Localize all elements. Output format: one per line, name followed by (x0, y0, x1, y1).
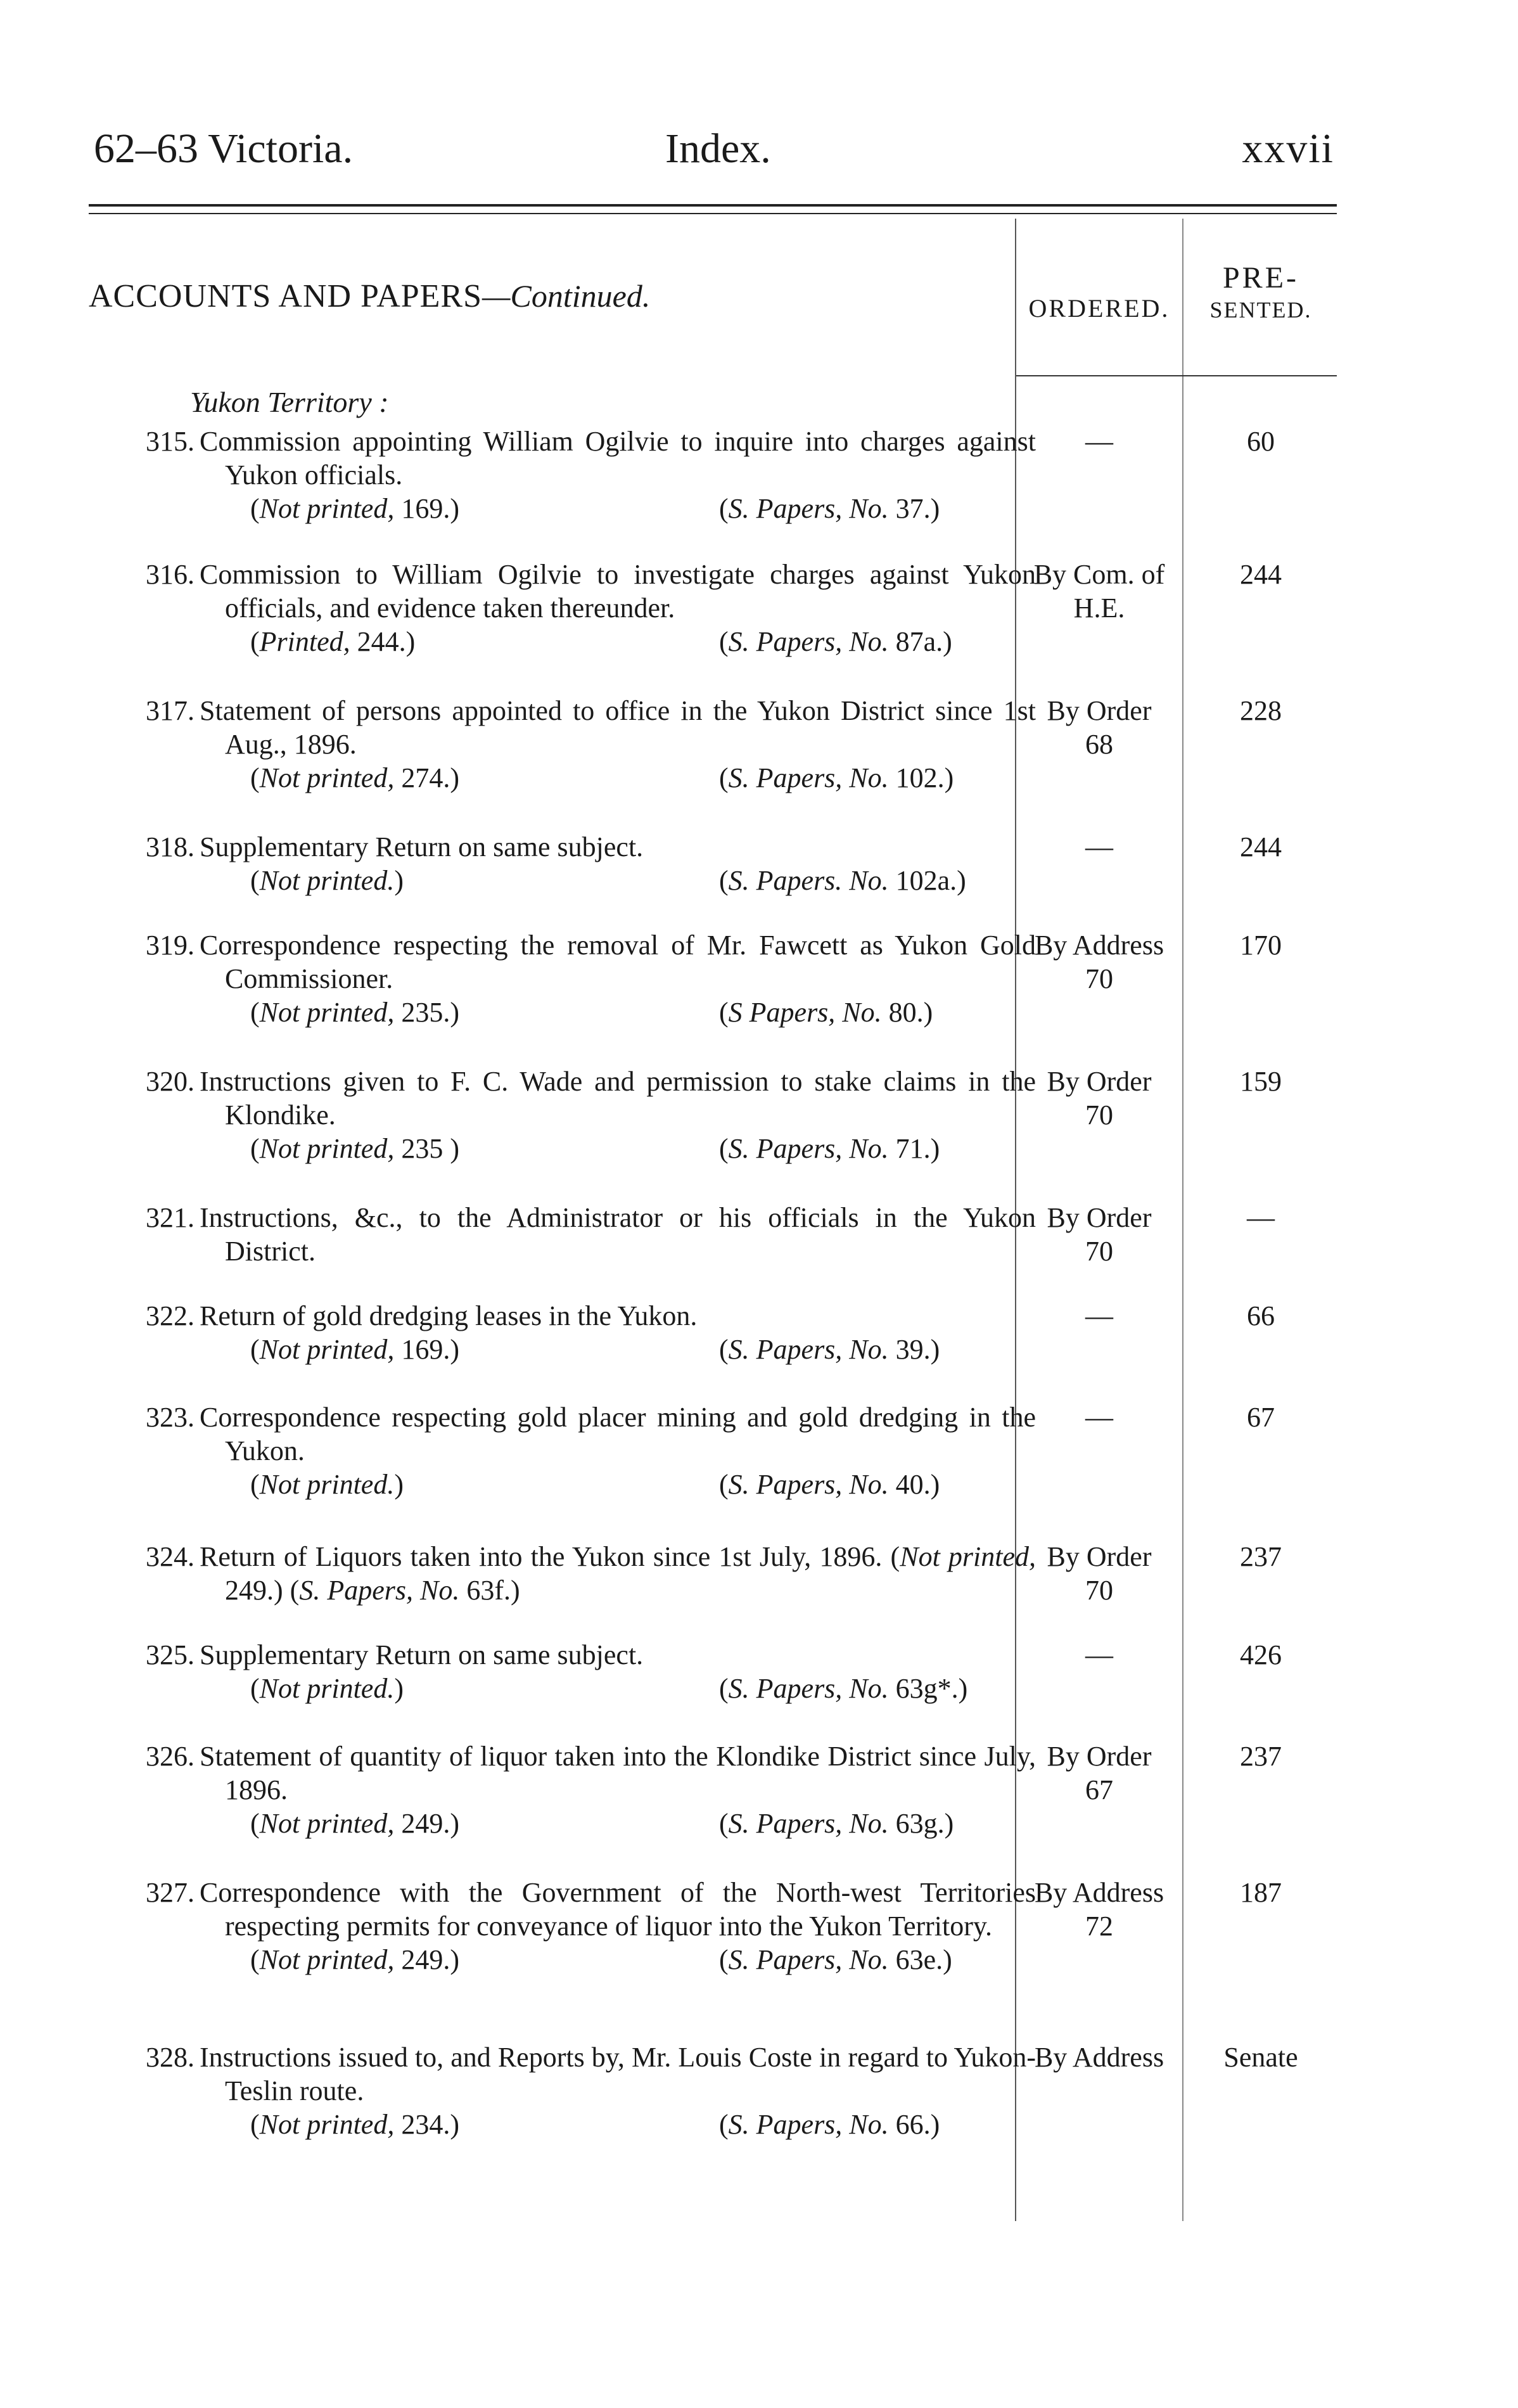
entry-ordered (1017, 425, 1181, 458)
sessional-paper-ref: (S. Papers, No. 87a.) (719, 626, 952, 657)
entry-ordered (1017, 1540, 1181, 1607)
ordered-line-1: — (1085, 1402, 1113, 1433)
entry-text: Supplementary Return on same subject. (200, 831, 644, 862)
printed-status: (Not printed.) (250, 1469, 404, 1500)
entry-ordered (1017, 1638, 1181, 1672)
entry-text: Return of Liquors taken into the Yukon since 1st July, 1896. (200, 1541, 883, 1572)
running-head-center: Index. (665, 125, 771, 172)
ordered-line-1: By Order (1047, 695, 1152, 726)
top-double-rule-upper (89, 204, 1337, 207)
ordered-line-1: By Address (1034, 930, 1164, 961)
printed-status: (Not printed, 235 ) (250, 1133, 459, 1164)
ordered-line-2: 70 (1085, 1099, 1113, 1130)
entry-refs-inline: (Not printed, 249.) (S. Papers, No. 63f.) (225, 1541, 1036, 1606)
entry-number: 316. (146, 559, 195, 590)
column-divider-presented (1182, 219, 1183, 2221)
ordered-line-1: By Order (1047, 1066, 1152, 1097)
entry-description (200, 1638, 1036, 1705)
entry-text: Correspondence respecting gold placer mining and gold dredging in the Yukon. (200, 1402, 1036, 1466)
ordered-line-1: — (1085, 426, 1113, 457)
sessional-paper-ref: (S. Papers, No. 39.) (719, 1334, 940, 1365)
entry-text: Statement of quantity of liquor taken into the Klondike District since July, 1896. (200, 1741, 1036, 1805)
entry-refs (225, 1943, 1036, 1976)
entry-presented: 237 (1240, 1741, 1282, 1772)
sessional-paper-ref: (S. Papers, No. 63g*.) (719, 1673, 968, 1704)
entry-presented: 170 (1240, 930, 1282, 961)
ordered-line-2: 70 (1085, 1575, 1113, 1606)
entry-ordered (1017, 1876, 1181, 1943)
entry-description (200, 1876, 1036, 1976)
entry-ordered (1017, 1065, 1181, 1132)
printed-status: (Not printed, 249.) (250, 1944, 459, 1975)
printed-status: (Not printed, 169.) (250, 493, 459, 524)
sessional-paper-ref: (S. Papers, No. 71.) (719, 1133, 940, 1164)
printed-status: (Not printed, 169.) (250, 1334, 459, 1365)
ordered-line-1: By Address (1034, 1877, 1164, 1908)
top-double-rule-lower (89, 213, 1337, 214)
entry-description (200, 1299, 1036, 1366)
entry-ordered (1017, 1201, 1181, 1268)
ordered-line-1: By Order (1047, 1541, 1152, 1572)
entry-ordered (1017, 1400, 1181, 1434)
column-header-presented-top: PRE- (1222, 261, 1299, 295)
entry-description (200, 1540, 1036, 1607)
entry-description (200, 1739, 1036, 1840)
entry-refs (225, 492, 1036, 525)
entry-text: Commission to William Ogilvie to investigate charges against Yukon officials, and evidence taken thereunder. (200, 559, 1036, 624)
entry-ordered (1017, 1299, 1181, 1333)
running-head-left: 62–63 Victoria. (94, 125, 354, 172)
sessional-paper-ref: (S. Papers, No. 102.) (719, 762, 954, 793)
sessional-paper-ref: (S. Papers, No. 66.) (719, 2109, 940, 2140)
entry-refs (225, 761, 1036, 795)
ordered-line-1: — (1085, 1300, 1113, 1331)
entry-ordered (1017, 2040, 1181, 2074)
entry-text: Correspondence respecting the removal of Mr. Fawcett as Yukon Gold Commissioner. (200, 930, 1036, 994)
entry-description (200, 928, 1036, 1029)
printed-status: (Printed, 244.) (250, 626, 416, 657)
sessional-paper-ref: (S. Papers, No. 37.) (719, 493, 940, 524)
entry-refs (225, 1672, 1036, 1705)
entry-text: Commission appointing William Ogilvie to inquire into charges against Yukon officials. (200, 426, 1036, 490)
ordered-line-1: — (1085, 831, 1113, 862)
entry-description (200, 558, 1036, 658)
printed-status: (Not printed.) (250, 865, 404, 896)
entry-number: 319. (146, 930, 195, 961)
entry-ordered (1017, 694, 1181, 761)
ordered-line-1: By Order (1047, 1202, 1152, 1233)
entry-text: Statement of persons appointed to office in the Yukon District since 1st Aug., 1896. (200, 695, 1036, 760)
entry-text: Correspondence with the Government of the North-west Territories respecting permits for conveyance of liquor into the Yukon Territory. (200, 1877, 1036, 1942)
entry-description (200, 694, 1036, 795)
entry-ordered (1017, 1739, 1181, 1807)
printed-status: (Not printed, 249.) (250, 1808, 459, 1839)
entry-presented: 66 (1247, 1300, 1275, 1331)
column-header-presented-bottom: SENTED. (1209, 297, 1312, 323)
entry-text: Instructions issued to, and Reports by, Mr. Louis Coste in regard to Yukon-Teslin route. (200, 2042, 1036, 2106)
section-title: ACCOUNTS AND PAPERS (89, 278, 483, 314)
section-continued: —Continued. (482, 278, 651, 314)
sessional-paper-ref: (S. Papers. No. 102a.) (719, 865, 966, 896)
ordered-line-1: By Com. of (1033, 559, 1165, 590)
entry-text: Supplementary Return on same subject. (200, 1639, 644, 1670)
entry-presented: 228 (1240, 695, 1282, 726)
ordered-line-1: By Address (1034, 2042, 1164, 2073)
entry-ordered (1017, 830, 1181, 864)
entry-number: 325. (146, 1639, 195, 1670)
sessional-paper-ref: (S. Papers, No. 63g.) (719, 1808, 954, 1839)
printed-status: (Not printed, 234.) (250, 2109, 459, 2140)
entry-text: Return of gold dredging leases in the Yukon. (200, 1300, 698, 1331)
running-head-right: xxvii (1242, 125, 1334, 172)
entry-presented: 67 (1247, 1402, 1275, 1433)
entry-refs (225, 1468, 1036, 1501)
sessional-paper-ref: (S. Papers, No. 63e.) (719, 1944, 952, 1975)
entry-description (200, 425, 1036, 525)
entry-presented: 244 (1240, 831, 1282, 862)
ordered-line-1: By Order (1047, 1741, 1152, 1772)
entry-number: 321. (146, 1202, 195, 1233)
entry-ordered (1017, 558, 1181, 625)
entry-refs (225, 1807, 1036, 1840)
entry-number: 318. (146, 831, 195, 862)
entry-description (200, 830, 1036, 897)
ordered-line-2: 70 (1085, 1236, 1113, 1267)
entry-refs (225, 2108, 1036, 2141)
entry-description (200, 1201, 1036, 1268)
entry-presented: 237 (1240, 1541, 1282, 1572)
entry-presented: 187 (1240, 1877, 1282, 1908)
entry-presented: 426 (1240, 1639, 1282, 1670)
ordered-line-2: H.E. (1073, 592, 1125, 624)
sessional-paper-ref: (S Papers, No. 80.) (719, 997, 933, 1028)
entry-refs (225, 625, 1036, 658)
ordered-line-2: 70 (1085, 963, 1113, 994)
entry-number: 323. (146, 1402, 195, 1433)
entry-number: 326. (146, 1741, 195, 1772)
entry-number: 322. (146, 1300, 195, 1331)
subheading: Yukon Territory : (190, 386, 389, 418)
ordered-line-2: 72 (1085, 1911, 1113, 1942)
entry-presented: 60 (1247, 426, 1275, 457)
ordered-line-2: 67 (1085, 1774, 1113, 1805)
entry-text: Instructions given to F. C. Wade and permission to stake claims in the Klondike. (200, 1066, 1036, 1130)
entry-description (200, 1400, 1036, 1501)
entry-refs (225, 1333, 1036, 1366)
entry-number: 315. (146, 426, 195, 457)
entry-presented: Senate (1223, 2042, 1298, 2073)
entry-number: 328. (146, 2042, 195, 2073)
entry-text: Instructions, &c., to the Administrator or his officials in the Yukon District. (200, 1202, 1036, 1267)
section-heading (89, 278, 650, 315)
sessional-paper-ref: (S. Papers, No. 40.) (719, 1469, 940, 1500)
entry-ordered (1017, 928, 1181, 996)
printed-status: (Not printed, 235.) (250, 997, 459, 1028)
entry-refs (225, 996, 1036, 1029)
printed-status: (Not printed.) (250, 1673, 404, 1704)
entry-number: 324. (146, 1541, 195, 1572)
entry-number: 317. (146, 695, 195, 726)
ordered-line-2: 68 (1085, 729, 1113, 760)
entry-description (200, 2040, 1036, 2141)
column-header-presented (1185, 262, 1337, 326)
ordered-line-1: — (1085, 1639, 1113, 1670)
entry-description (200, 1065, 1036, 1165)
entry-presented: 244 (1240, 559, 1282, 590)
entry-refs (225, 864, 1036, 897)
entry-presented: — (1247, 1202, 1275, 1233)
entry-number: 320. (146, 1066, 195, 1097)
entry-refs (225, 1132, 1036, 1165)
entry-number: 327. (146, 1877, 195, 1908)
column-header-rule (1016, 375, 1337, 376)
entry-presented: 159 (1240, 1066, 1282, 1097)
column-header-ordered: ORDERED. (1028, 294, 1170, 323)
printed-status: (Not printed, 274.) (250, 762, 459, 793)
